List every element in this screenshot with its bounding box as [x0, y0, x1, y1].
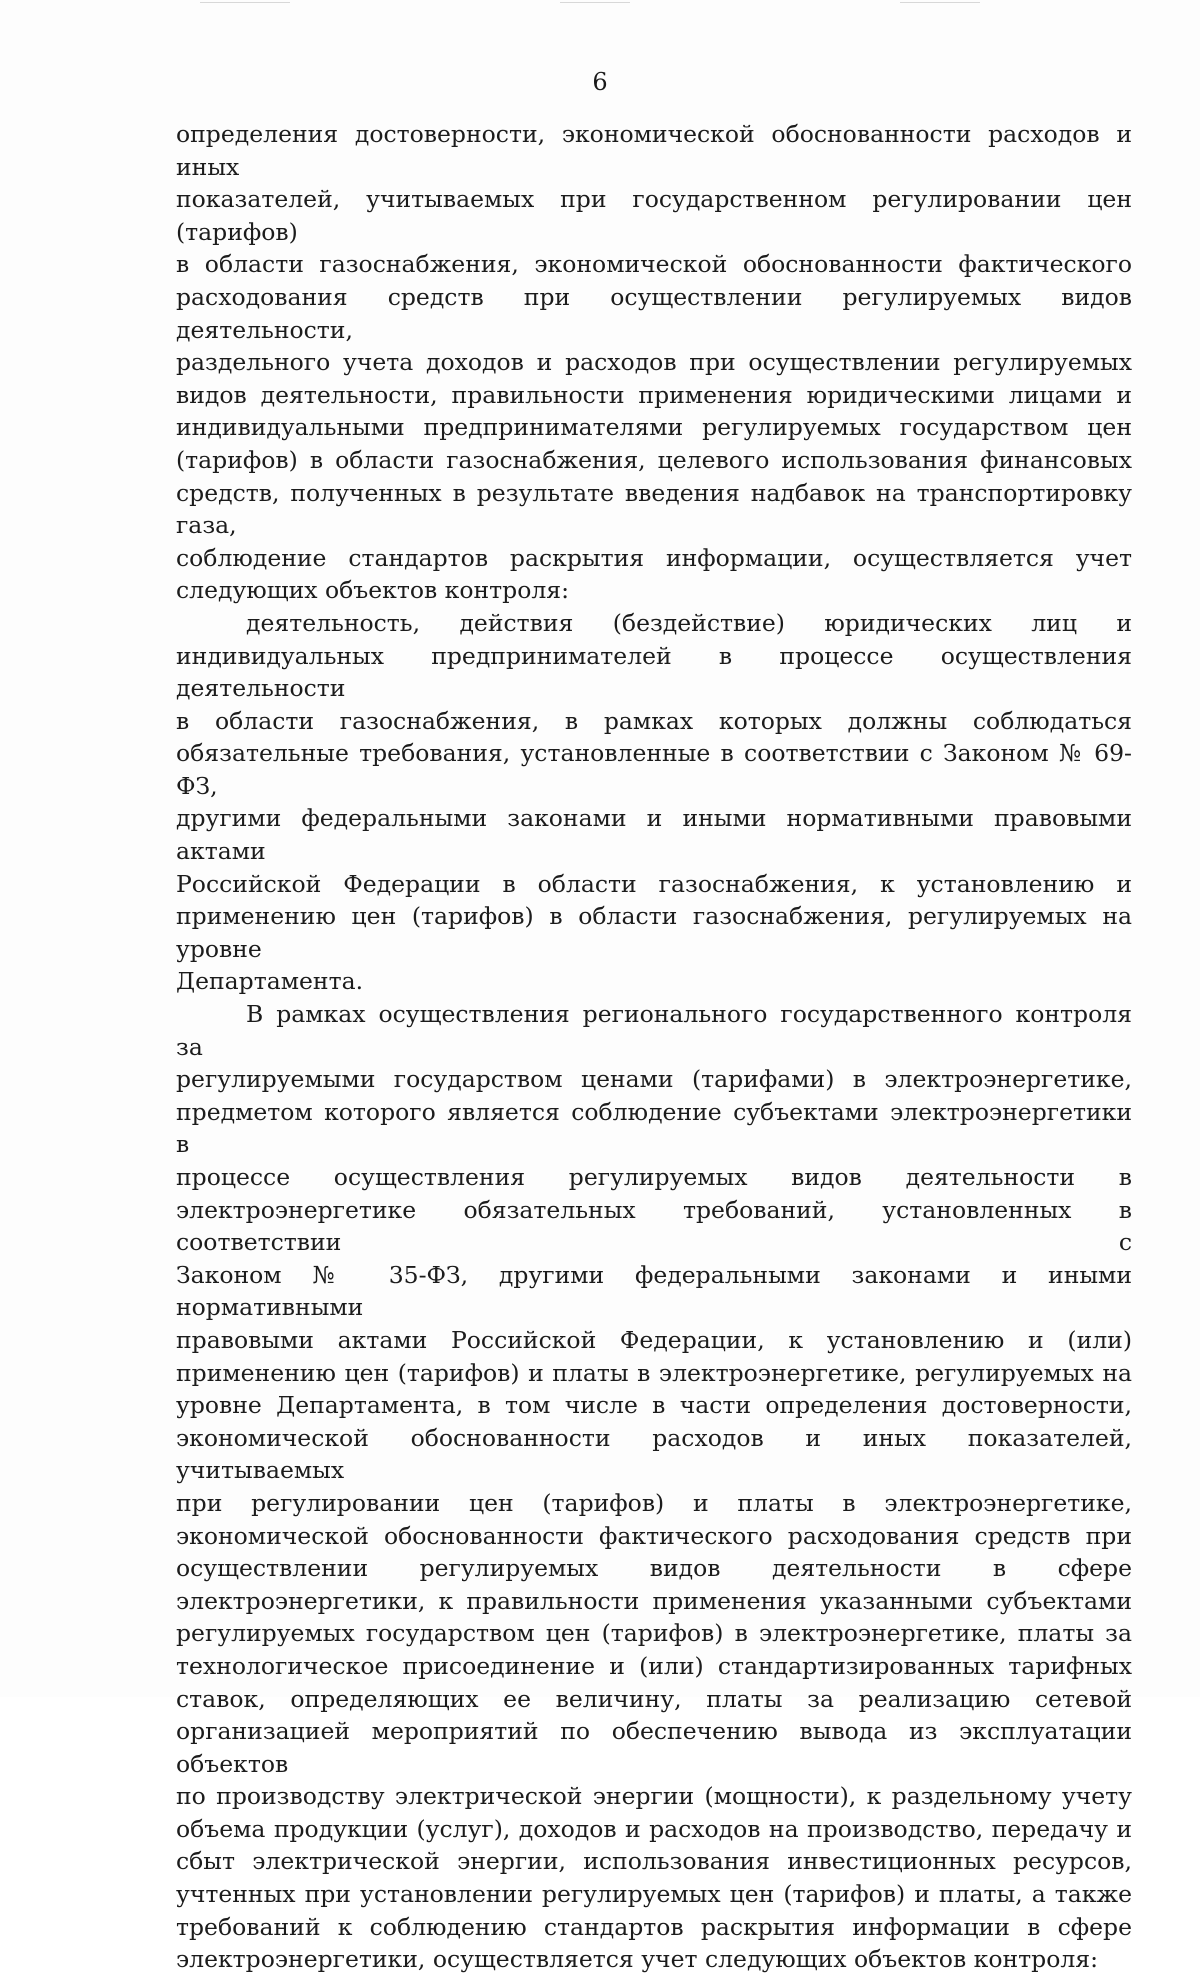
text-line: регулируемых государством цен (тарифов) в электроэнергетике, платы за — [176, 1619, 1132, 1648]
text-line: индивидуальными предпринимателями регулируемых государством цен — [176, 413, 1132, 442]
text-line: правовыми актами Российской Федерации, к установлению и (или) — [176, 1325, 1132, 1354]
text-line: осуществлении регулируемых видов деятельности в сфере — [176, 1554, 1132, 1583]
text-line: по производству электрической энергии (мощности), к раздельному учету — [176, 1782, 1132, 1811]
text-line: в области газоснабжения, экономической обоснованности фактического — [176, 250, 1132, 279]
text-line: В рамках осуществления регионального государственного контроля за — [176, 1000, 1132, 1061]
scan-artifact — [200, 2, 290, 3]
text-line: электроэнергетике обязательных требований, установленных в соответствии с — [176, 1195, 1132, 1257]
text-line: экономической обоснованности расходов и иных показателей, учитываемых — [176, 1423, 1132, 1485]
text-line: объема продукции (услуг), доходов и расходов на производство, передачу и — [176, 1814, 1132, 1843]
text-line: применению цен (тарифов) в области газоснабжения, регулируемых на уровне — [176, 902, 1132, 963]
text-line: регулируемыми государством ценами (тарифами) в электроэнергетике, — [176, 1065, 1132, 1094]
text-line: видов деятельности, правильности применения юридическими лицами и — [176, 380, 1132, 409]
text-line: Департамента. — [176, 967, 364, 996]
text-line: индивидуальных предпринимателей в процессе осуществления деятельности — [176, 641, 1132, 703]
text-line: процессе осуществления регулируемых видов деятельности в — [176, 1163, 1132, 1191]
text-line: требований к соблюдению стандартов раскрытия информации в сфере — [176, 1912, 1132, 1941]
paragraph — [176, 998, 1132, 1976]
text-line: раздельного учета доходов и расходов при осуществлении регулируемых — [176, 348, 1132, 377]
text-line: средств, полученных в результате введения надбавок на транспортировку газа, — [176, 478, 1132, 540]
text-line: в области газоснабжения, в рамках которых должны соблюдаться — [176, 706, 1132, 735]
text-line: (тарифов) в области газоснабжения, целевого использования финансовых — [176, 445, 1132, 474]
text-line: предметом которого является соблюдение субъектами электроэнергетики в — [176, 1097, 1132, 1159]
text-line: электроэнергетики, к правильности применения указанными субъектами — [176, 1586, 1132, 1615]
paragraph — [176, 607, 1132, 998]
text-line: показателей, учитываемых при государственном регулировании цен (тарифов) — [176, 185, 1132, 246]
text-line: применению цен (тарифов) и платы в электроэнергетике, регулируемых на — [176, 1358, 1132, 1387]
paragraph — [176, 118, 1132, 607]
text-line: обязательные требования, установленные в соответствии с Законом № 69-ФЗ, — [176, 739, 1132, 800]
text-line: Российской Федерации в области газоснабжения, к установлению и — [176, 869, 1132, 898]
text-line: сбыт электрической энергии, использования инвестиционных ресурсов, — [176, 1847, 1132, 1876]
text-line: расходования средств при осуществлении регулируемых видов деятельности, — [176, 282, 1132, 344]
text-line: деятельность, действия (бездействие) юридических лиц и — [246, 608, 1132, 637]
text-line: соблюдение стандартов раскрытия информации, осуществляется учет — [176, 543, 1132, 572]
text-line: определения достоверности, экономической обоснованности расходов и иных — [176, 120, 1132, 181]
page-number: 6 — [592, 68, 608, 96]
text-line: технологическое присоединение и (или) стандартизированных тарифных — [176, 1651, 1132, 1680]
text-line: ставок, определяющих ее величину, платы за реализацию сетевой — [176, 1684, 1132, 1713]
scan-artifact — [560, 2, 630, 3]
text-line: следующих объектов контроля: — [176, 576, 570, 605]
text-line: уровне Департамента, в том числе в части определения достоверности, — [176, 1391, 1132, 1420]
text-line: электроэнергетики, осуществляется учет следующих объектов контроля: — [176, 1945, 1099, 1974]
text-line: экономической обоснованности фактического расходования средств при — [176, 1521, 1132, 1550]
text-line: Законом № 35-ФЗ, другими федеральными законами и иными нормативными — [176, 1260, 1132, 1322]
scan-artifact — [900, 2, 980, 3]
document-body — [176, 118, 1132, 1976]
text-line: другими федеральными законами и иными нормативными правовыми актами — [176, 804, 1132, 866]
text-line: организацией мероприятий по обеспечению вывода из эксплуатации объектов — [176, 1717, 1132, 1778]
text-line: учтенных при установлении регулируемых цен (тарифов) и платы, а также — [176, 1880, 1132, 1909]
text-line: при регулировании цен (тарифов) и платы в электроэнергетике, — [176, 1488, 1132, 1517]
